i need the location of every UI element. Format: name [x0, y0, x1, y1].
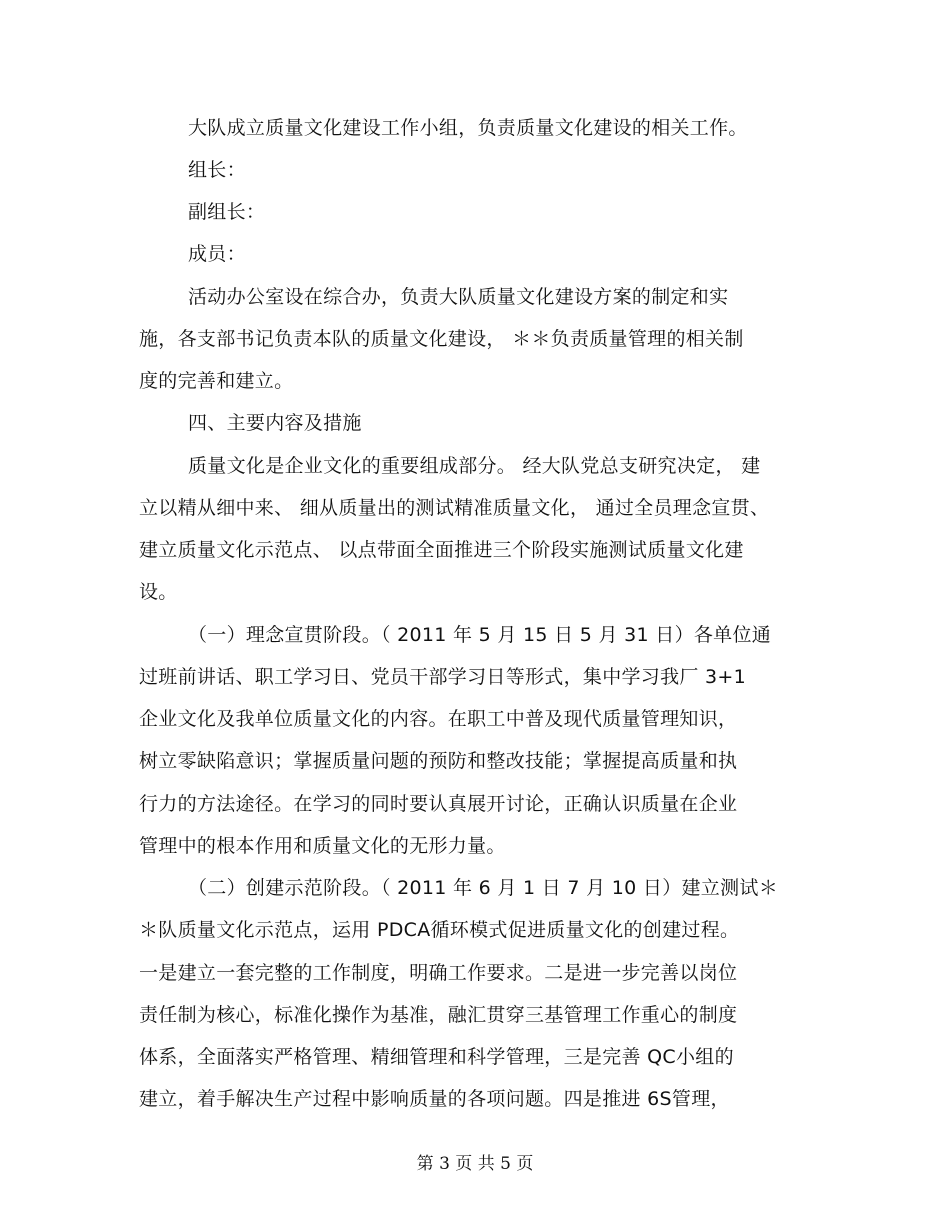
text-line: 过班前讲话、职工学习日、党员干部学习日等形式，集中学习我厂 3+1: [139, 666, 747, 688]
text-line: （一）理念宣贯阶段。（ 2011 年 5 月 15 日 5 月 31 日）各单位通: [188, 624, 772, 646]
text-line: 立以精从细中来、 细从质量出的测试精准质量文化， 通过全员理念宣贯、: [139, 497, 770, 519]
text-line: 成员：: [188, 243, 246, 265]
text-line: 企业文化及我单位质量文化的内容。在职工中普及现代质量管理知识，: [139, 708, 738, 730]
text-line: 体系，全面落实严格管理、精细管理和科学管理，三是完善 QC小组的: [139, 1046, 734, 1068]
text-line: 管理中的根本作用和质量文化的无形力量。: [139, 835, 506, 857]
text-line: 质量文化是企业文化的重要组成部分。 经大队党总支研究决定， 建: [188, 455, 761, 477]
text-line: 组长：: [188, 159, 246, 181]
text-line: 建立质量文化示范点、 以点带面全面推进三个阶段实施测试质量文化建: [139, 539, 744, 561]
text-line: 建立，着手解决生产过程中影响质量的各项问题。四是推进 6S管理，: [139, 1088, 730, 1110]
text-line: 行力的方法途径。在学习的同时要认真展开讨论，正确认识质量在企业: [139, 793, 738, 815]
text-line: 施，各支部书记负责本队的质量文化建设， ＊＊负责质量管理的相关制: [139, 328, 744, 350]
text-line: 设。: [139, 581, 178, 603]
text-line: 活动办公室设在综合办，负责大队质量文化建设方案的制定和实: [188, 286, 729, 308]
text-line: 一是建立一套完整的工作制度，明确工作要求。二是进一步完善以岗位: [139, 962, 738, 984]
text-line: 度的完善和建立。: [139, 370, 294, 392]
section-heading: 四、主要内容及措施: [188, 412, 362, 434]
text-line: ＊队质量文化示范点，运用 PDCA循环模式促进质量文化的创建过程。: [139, 919, 740, 941]
text-line: 树立零缺陷意识；掌握质量问题的预防和整改技能；掌握提高质量和执: [139, 750, 738, 772]
text-line: 大队成立质量文化建设工作小组，负责质量文化建设的相关工作。: [188, 117, 748, 139]
text-line: 责任制为核心，标准化操作为基准，融汇贯穿三基管理工作重心的制度: [139, 1004, 738, 1026]
page-footer: 第 3 页 共 5 页: [416, 1154, 534, 1174]
text-line: 副组长：: [188, 201, 266, 223]
text-line: （二）创建示范阶段。（ 2011 年 6 月 1 日 7 月 10 日）建立测试＊: [188, 877, 778, 899]
